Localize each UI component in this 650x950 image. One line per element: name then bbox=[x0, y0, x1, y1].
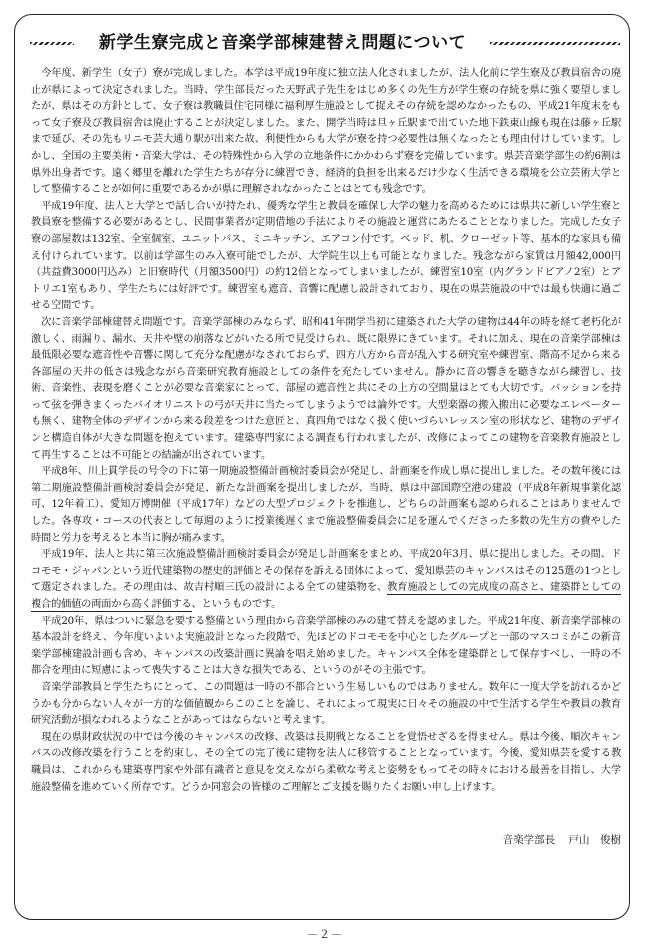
paragraph bbox=[31, 614, 621, 680]
paragraph bbox=[31, 199, 621, 315]
title-rule-left bbox=[30, 42, 74, 45]
signature bbox=[31, 832, 621, 848]
article-body bbox=[31, 66, 621, 796]
paragraph-text: 平成19年度、法人と大学とで話し合いが持たれ、優秀な学生と教員を確保し大学の魅力を高めるためには県共に新しい学生寮と教員寮を整備する必要があるとし、民間事業者が定期借地の手法によりその施設と運営にあたることとなりました。完成した女子寮の部屋数は132室、全室個室、ユニットバス、ミニキッチン、エアコン付です。ベッド、机、クローゼット等、基本的な家具も備え付けられています。以前は学部生のみ入寮可能でしたが、大学院生以上も可能となりました。残念ながら家賃は月額42,000円（共益費3000円込み）と旧寮時代（月額3500円）の約12倍となってしまいましたが、練習室10室（内グランドピアノ2室）とアトリエ1室もあり、学生たちには好評です。練習室も遮音、音響に配慮し設計されており、現在の県芸施設の中では最も快適に過ごせる空間です。 bbox=[31, 200, 621, 312]
signature-role: 音楽学部長 bbox=[502, 834, 556, 846]
paragraph-text: 次に音楽学部棟建替え問題です。音楽学部棟のみならず、昭和41年開学当初に建築された大学の建物は44年の時を経て老朽化が激しく、雨漏り、漏水、天井や壁の崩落などがいたる所で見受けられ、既に限界にきています。それに加え、現在の音楽学部棟は最低限必要な遮音性や音響に関して充分な配慮がなされておらず、四方八方から音が乱入する研究室や練習室、階高不足から来る各部屋の天井の低さは残念ながら音楽研究教育施設としての条件を充たしていません。静かに音の響きを聴きながら練習し、技術、音楽性、表現を磨くことが必要な音楽家にとって、部屋の遮音性と共にその上方の空間量はとても大切です。バッションを持って弦を弾きまくったバイオリニストの弓が天井に当たってしまうようでは論外です。大型楽器の搬入搬出に必要なエレベーターも無く、建物全体のデザインから来る段差をつけた意匠と、真四角ではなく扱く使いづらいレッスン室の形状など、建物のデザインと構造自体が大きな問題を抱えています。建築専門家による調査も行われましたが、改修によってこの建物を音楽教育施設として再生することは不可能との結論が出されています。 bbox=[31, 316, 621, 461]
paragraph-text: 今年度、新学生（女子）寮が完成しました。本学は平成19年度に独立法人化されましたが、法人化前に学生寮及び教員宿舎の廃止が県によって決定されました。当時、学生部長だった天野武子先生をはじめ多くの先生方が学生寮の存続を県に強く要望しましたが、県はその方針として、女子寮は教職員住宅同様に福利厚生施設として捉えその存続を認めなかったもの、平成21年度末をもって女子寮及び教員宿舎は廃止することが決定しました。また、開学当時は旦ヶ丘駅まで出ていた地下鉄東山線も現在は藤ヶ丘駅まで延び、その先もリニモ芸大通り駅が出来た故、利便性からも大学が寮を持つ必要性は無くなったとも理由付けしています。しかし、全国の主要美術・音楽大学は、その特殊性から入学の立地条件にかかわらず寮を完備しています。県芸音楽学部生の約6割は県外出身者です。遠く郷里を離れた学生たちが存分に練習でき、経済的負担を出来るだけ少なく生活できる環境を公立芸術大学として整備することが如何に重要であるかが県に理解されなかったことはとても残念です。 bbox=[31, 68, 621, 196]
signature-name: 戸山 俊樹 bbox=[568, 834, 621, 846]
title-row bbox=[30, 30, 620, 56]
paragraph-text: 平成19年、法人と共に第三次施設整備計画検討委員会が発足し計画案をまとめ、平成20年3月、県に提出しました。その間、ドコモモ・ジャパンという近代建築物の歴史的評価とその保存を訴える団体によって、愛知県芸のキャンパスはその125選の1つとして選定されました。その理由は、故吉村順三氏の設計による全ての建築物を、 bbox=[31, 549, 621, 594]
paragraph bbox=[31, 464, 621, 547]
paragraph-text: 現在の県財政状況の中では今後のキャンパスの改修、改築は長期戦となることを覚悟せざるを得ません。県は今後、順次キャンパスの改修改築を行うことを約束し、その全ての完了後に建物を法人に移管することとなっています。今後、愛知県芸を愛する教職員は、これからも建築専門家や外部有識者と意見を交えながら柔軟な考えと姿勢をもってその時々における最善を目指し、大学施設整備を進めていく所存です。どうか同窓会の皆様のご理解とご支援を賜りたくお願い申し上げます。 bbox=[31, 731, 621, 793]
paragraph bbox=[31, 547, 621, 613]
article-title: 新学生寮完成と音楽学部棟建替え問題について bbox=[98, 33, 467, 53]
paragraph-text: 平成20年、県はついに緊急を要する整備という理由から音楽学部棟のみの建て替えを認めました。平成21年度、新音楽学部棟の基本設計を終え、今年度いよいよ実施設計となった段階で、先ほどのドコモモを中心としたグループと一部のマスコミがこの新音楽学部棟建設計画も含め、キャンパスの改築計画に異論を唱え始めました。キャンパス全体を建築群として保存すべし、一時の不都合を理由に短慮によって喪失することは大きな損失である、というのがその主張です。 bbox=[31, 615, 621, 677]
title-rule-right bbox=[490, 42, 620, 45]
paragraph-text: 平成8年、川上貫学長の号令の下に第一期施設整備計画検討委員会が発足し、計画案を作成し県に提出しました。その数年後には第二期施設整備計画検討委員会が発足、新たな計画案を提出しましたが、当時、県は中部国際空港の建設（平成8年新規事業化認可、12年着工）、愛知万博開催（平成17年）などの大型プロジェクトを推進し、どちらの計画案も認められることはありませんでした。各専攻・コースの代表として毎週のように授業後遅くまで施設整備委員会に足を運んでくださった多数の先生方の費やした時間と労力を考えると本当に胸が痛みます。 bbox=[31, 466, 621, 544]
paragraph bbox=[31, 730, 621, 796]
paragraph bbox=[31, 66, 621, 199]
paragraph-text: 音楽学部教員と学生たちにとって、この問題は一時の不都合という生易しいものではありません。数年に一度大学を訪れるかどうかも分からない人々が一方的な価値観からこのことを論じ、それによって現実に日々その施設の中で生活する学生や教員の教育研究活動が損なわれるようなことがあってはならないと考えます。 bbox=[31, 681, 621, 727]
paragraph bbox=[31, 315, 621, 464]
paragraph bbox=[31, 680, 621, 730]
paragraph-text: 、というものです。 bbox=[191, 599, 282, 610]
page-number: －２－ bbox=[307, 928, 343, 941]
underlined-text: 教育施設としての完成度の高さと、建築群としての複合的価値の両面から高く評価する bbox=[31, 582, 621, 610]
